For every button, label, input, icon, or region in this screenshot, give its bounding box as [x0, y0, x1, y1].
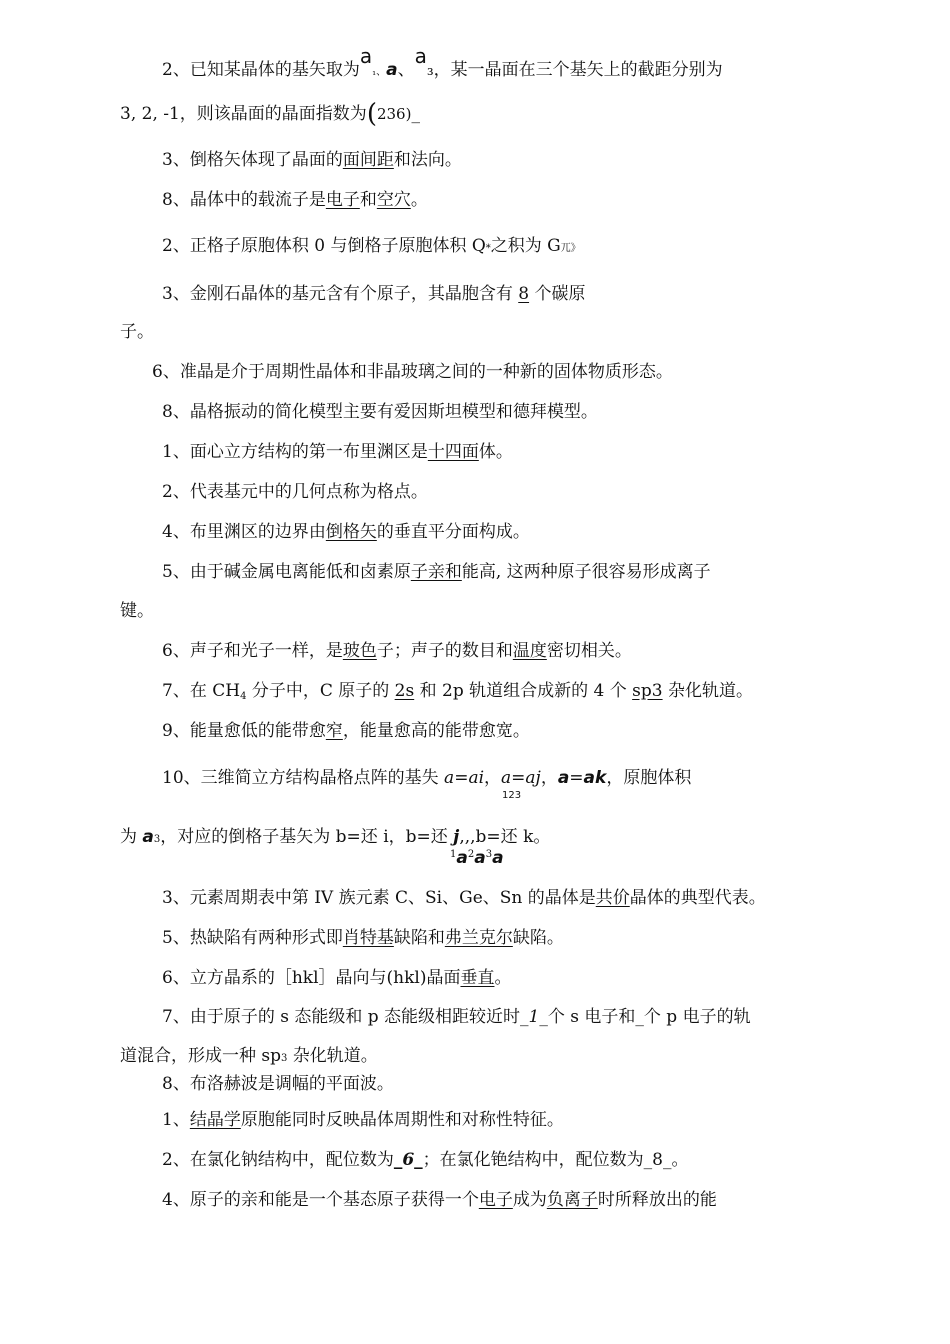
text-line-20: 3、元素周期表中第 IV 族元素 C、Si、Ge、Sn 的晶体是共价晶体的典型代表。: [162, 888, 766, 908]
text-line-8: 6、准晶是介于周期性晶体和非晶玻璃之间的一种新的固体物质形态。: [152, 362, 673, 382]
text-line-11: 2、代表基元中的几何点称为格点。: [162, 482, 428, 502]
text-line-1: 2、已知某晶体的基矢取为a₁、a、a₃，某一晶面在三个基矢上的截距分别为: [162, 44, 723, 80]
text-line-23: 7、由于原子的 s 态能级和 p 态能级相距较近时_1_个 s 电子和_个 p 电子的轨: [162, 1007, 751, 1027]
text-line-18: 10、三维简立方结构晶格点阵的基失 a=ai，a=aj，a=ak，原胞体积: [162, 768, 692, 788]
text-line-19: 为 a3，对应的倒格子基矢为 b=还 i，b=还 j,,,b=还 k。: [120, 827, 551, 847]
formula-denominators: $^1a^2a^3a$: [450, 848, 504, 868]
subscript-indices: 123: [502, 790, 522, 801]
text-line-7: 子。: [120, 322, 154, 342]
text-line-17: 9、能量愈低的能带愈窄，能量愈高的能带愈宽。: [162, 721, 530, 741]
text-line-9: 8、晶格振动的简化模型主要有爱因斯坦模型和德拜模型。: [162, 402, 598, 422]
text-line-14: 键。: [120, 601, 154, 621]
text-line-16: 7、在 $CH_4$ 分子中，C 原子的 2s 和 2p 轨道组合成新的 4 个 sp3 杂化轨道。: [162, 681, 753, 702]
text-line-13: 5、由于碱金属电离能低和卤素原子亲和能高, 这两种原子很容易形成离子: [162, 562, 711, 582]
text-line-24: 道混合，形成一种 sp3 杂化轨道。: [120, 1046, 378, 1066]
text-line-26: 1、结晶学原胞能同时反映晶体周期性和对称性特征。: [162, 1110, 564, 1130]
text-line-4: 8、晶体中的载流子是电子和空穴。: [162, 190, 428, 210]
text-line-12: 4、布里渊区的边界由倒格矢的垂直平分面构成。: [162, 522, 530, 542]
text-line-2: 3, 2, -1，则该晶面的晶面指数为(236)_: [120, 99, 420, 129]
text-line-21: 5、热缺陷有两种形式即肖特基缺陷和弗兰克尔缺陷。: [162, 928, 564, 948]
text-line-5: 2、正格子原胞体积 0 与倒格子原胞体积 Q*之积为 G兀》: [162, 236, 581, 256]
text-line-6: 3、金刚石晶体的基元含有个原子，其晶胞含有 8 个碳原: [162, 284, 586, 304]
text-line-22: 6、立方晶系的［hkl］晶向与(hkl)晶面垂直。: [162, 968, 512, 988]
text-line-27: 2、在氯化钠结构中，配位数为_6_；在氯化铯结构中，配位数为_8_。: [162, 1150, 689, 1170]
text-line-15: 6、声子和光子一样，是玻色子；声子的数目和温度密切相关。: [162, 641, 632, 661]
text-line-3: 3、倒格矢体现了晶面的面间距和法向。: [162, 150, 462, 170]
text-line-28: 4、原子的亲和能是一个基态原子获得一个电子成为负离子时所释放出的能: [162, 1190, 717, 1210]
text-line-10: 1、面心立方结构的第一布里渊区是十四面体。: [162, 442, 513, 462]
text-line-25: 8、布洛赫波是调幅的平面波。: [162, 1074, 394, 1094]
